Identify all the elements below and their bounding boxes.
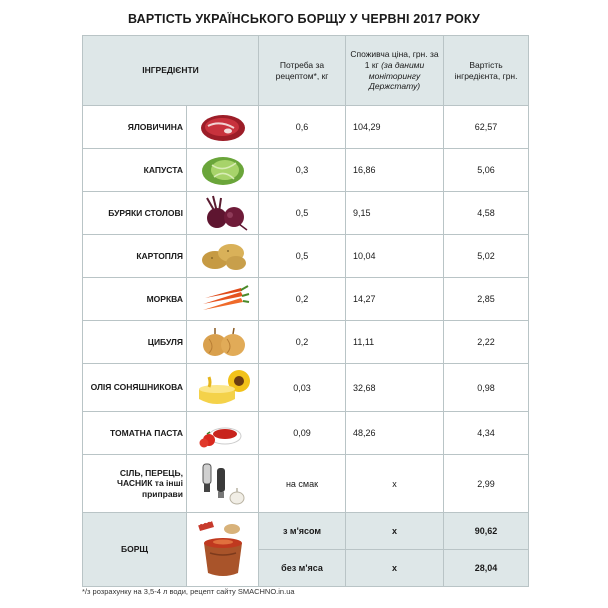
cost-table: [82, 35, 529, 587]
footnote: */з розрахунку на 3,5-4 л води, рецепт сайту SMACHNO.in.ua: [82, 587, 295, 596]
ingredient-name: МОРКВА: [83, 278, 187, 321]
need-value: на смак: [259, 455, 346, 513]
beef-icon: [187, 106, 259, 149]
with-meat-price: х: [346, 513, 444, 550]
cabbage-icon: [187, 149, 259, 192]
table-row: [83, 235, 529, 278]
table-row: [83, 321, 529, 364]
need-value: 0,09: [259, 412, 346, 455]
cost-value: 5,02: [444, 235, 529, 278]
ingredient-name: КАРТОПЛЯ: [83, 235, 187, 278]
sunflower-oil-icon: [187, 364, 259, 412]
need-value: 0,2: [259, 321, 346, 364]
price-value: 32,68: [346, 364, 444, 412]
price-value: 9,15: [346, 192, 444, 235]
beetroot-icon: [187, 192, 259, 235]
price-value: 16,86: [346, 149, 444, 192]
ingredient-name: ЦИБУЛЯ: [83, 321, 187, 364]
table-row: [83, 192, 529, 235]
ingredient-name: ОЛІЯ СОНЯШНИКОВА: [83, 364, 187, 412]
need-value: 0,5: [259, 235, 346, 278]
page-title: ВАРТІСТЬ УКРАЇНСЬКОГО БОРЩУ У ЧЕРВНІ 2017 РОКУ: [128, 12, 480, 26]
price-value: 48,26: [346, 412, 444, 455]
cost-value: 2,99: [444, 455, 529, 513]
cost-value: 2,85: [444, 278, 529, 321]
table-row: [83, 106, 529, 149]
ingredient-name: ЯЛОВИЧИНА: [83, 106, 187, 149]
header-price-note: (за даними моніторингу Держстату): [368, 59, 425, 92]
total-row-with-meat: [83, 513, 529, 550]
borsch-label: БОРЩ: [83, 513, 187, 587]
no-meat-cost: 28,04: [444, 550, 529, 587]
cost-value: 4,58: [444, 192, 529, 235]
tomato-paste-icon: [187, 412, 259, 455]
header-ingredients: ІНГРЕДІЄНТИ: [83, 36, 259, 106]
need-value: 0,5: [259, 192, 346, 235]
need-value: 0,3: [259, 149, 346, 192]
cost-value: 4,34: [444, 412, 529, 455]
ingredient-name: ТОМАТНА ПАСТА: [83, 412, 187, 455]
header-cost: Вартість інгредієнта, грн.: [444, 36, 529, 106]
need-value: 0,03: [259, 364, 346, 412]
cost-value: 62,57: [444, 106, 529, 149]
spices-icon: [187, 455, 259, 513]
onion-icon: [187, 321, 259, 364]
price-value: 10,04: [346, 235, 444, 278]
cost-value: 2,22: [444, 321, 529, 364]
header-price: [346, 36, 444, 106]
no-meat-price: х: [346, 550, 444, 587]
table-row: [83, 455, 529, 513]
price-value: 11,11: [346, 321, 444, 364]
ingredient-name: БУРЯКИ СТОЛОВІ: [83, 192, 187, 235]
ingredient-name: СІЛЬ, ПЕРЕЦЬ, ЧАСНИК та інші приправи: [83, 455, 187, 513]
with-meat-label: з м'ясом: [259, 513, 346, 550]
cost-value: 5,06: [444, 149, 529, 192]
table-row: [83, 149, 529, 192]
price-value: 14,27: [346, 278, 444, 321]
header-row: [83, 36, 529, 106]
price-value: 104,29: [346, 106, 444, 149]
with-meat-cost: 90,62: [444, 513, 529, 550]
header-price-main: Споживча ціна, грн. за 1 кг: [350, 49, 439, 70]
table-row: [83, 278, 529, 321]
table-row: [83, 412, 529, 455]
header-need: Потреба за рецептом*, кг: [259, 36, 346, 106]
no-meat-label: без м'яса: [259, 550, 346, 587]
need-value: 0,6: [259, 106, 346, 149]
table-row: [83, 364, 529, 412]
need-value: 0,2: [259, 278, 346, 321]
cost-value: 0,98: [444, 364, 529, 412]
price-value: х: [346, 455, 444, 513]
ingredient-name: КАПУСТА: [83, 149, 187, 192]
carrot-icon: [187, 278, 259, 321]
potato-icon: [187, 235, 259, 278]
borsch-pot-icon: [187, 513, 259, 587]
